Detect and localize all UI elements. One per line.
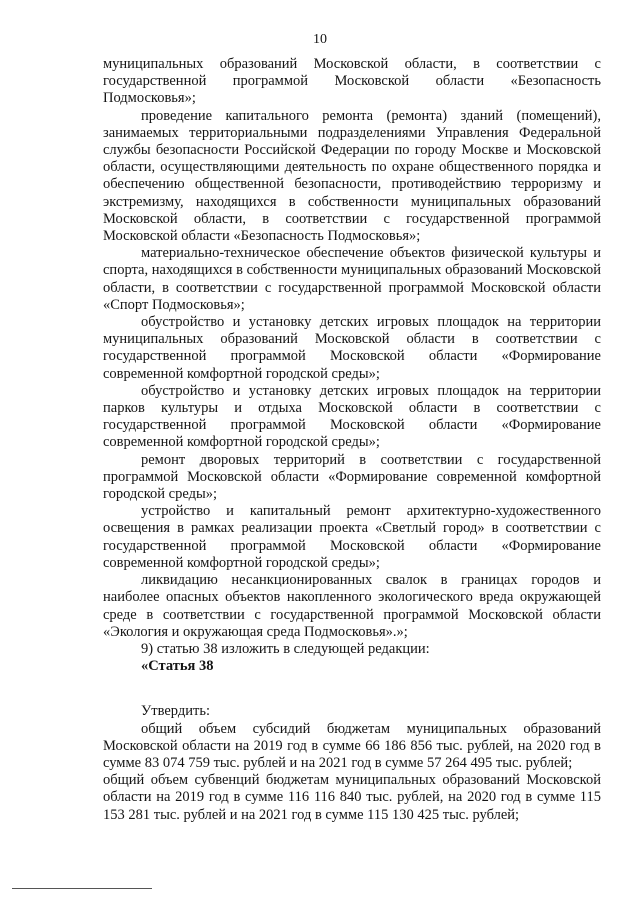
paragraph-subsidies: общий объем субсидий бюджетам муниципальных образований Московской области на 2019 год в сумме 66 186 856 тыс. рублей, на 2020 год в сумме 83 074 759 тыс. рублей и на 2021 год в сумме 57 264 495 тыс. рублей; — [103, 720, 601, 771]
paragraph-5: обустройство и установку детских игровых площадок на территории парков культуры и отдыха Московской области в соответствии с государственной программой Московской области «Формирование современной комфортной городской среды»; — [103, 382, 601, 451]
blank-line — [103, 675, 601, 703]
page-number: 10 — [313, 32, 327, 47]
paragraph-7: устройство и капитальный ремонт архитектурно-художественного освещения в рамках реализации проекта «Светлый город» в соответствии с государственной программой Московской области «Формирование современной комфортной городской среды»; — [103, 503, 601, 571]
paragraph-4: обустройство и установку детских игровых площадок на территории муниципальных образований Московской области в соответствии с государственной программой Московской области «Формирование современной комфортной городской среды»; — [103, 314, 601, 382]
paragraph-3: материально-техническое обеспечение объектов физической культуры и спорта, находящихся в собственности муниципальных образований Московской области, в соответствии с государственной программой Московской области «Спорт Подмосковья»; — [103, 245, 601, 313]
document-body — [103, 56, 601, 824]
paragraph-approve: Утвердить: — [141, 703, 210, 720]
scan-edge-line — [12, 888, 152, 889]
paragraph-2: проведение капитального ремонта (ремонта) зданий (помещений), занимаемых территориальными подразделениями Управления Федеральной службы безопасности Российской Федерации по городу Москве и Московской области, осуществляющими деятельность по охране общественного порядка и обеспечению общественной безопасности, противодействию терроризму и экстремизму, находящихся в собственности муниципальных образований Московской области, в соответствии с государственной программой Московской области «Безопасность Подмосковья»; — [103, 107, 601, 245]
paragraph-8: ликвидацию несанкционированных свалок в границах городов и наиболее опасных объектов накопленного экологического вреда окружающей среде в соответствии с государственной программой Московской области «Экология и окружающая среда Подмосковья».»; — [103, 572, 601, 640]
paragraph-9: 9) статью 38 изложить в следующей редакции: — [141, 640, 430, 657]
paragraph-6: ремонт дворовых территорий в соответствии с государственной программой Московской области «Формирование современной комфортной городской среды»; — [103, 451, 601, 503]
paragraph-1: муниципальных образований Московской области, в соответствии с государственной программой Московской области «Безопасность Подмосковья»; — [103, 56, 601, 107]
paragraph-subventions: общий объем субвенций бюджетам муниципальных образований Московской области на 2019 год в сумме 116 116 840 тыс. рублей, на 2020 год в сумме 115 153 281 тыс. рублей и на 2021 год в сумме 115 130 425 тыс. рублей; — [103, 772, 601, 823]
article-heading: «Статья 38 — [141, 658, 214, 675]
